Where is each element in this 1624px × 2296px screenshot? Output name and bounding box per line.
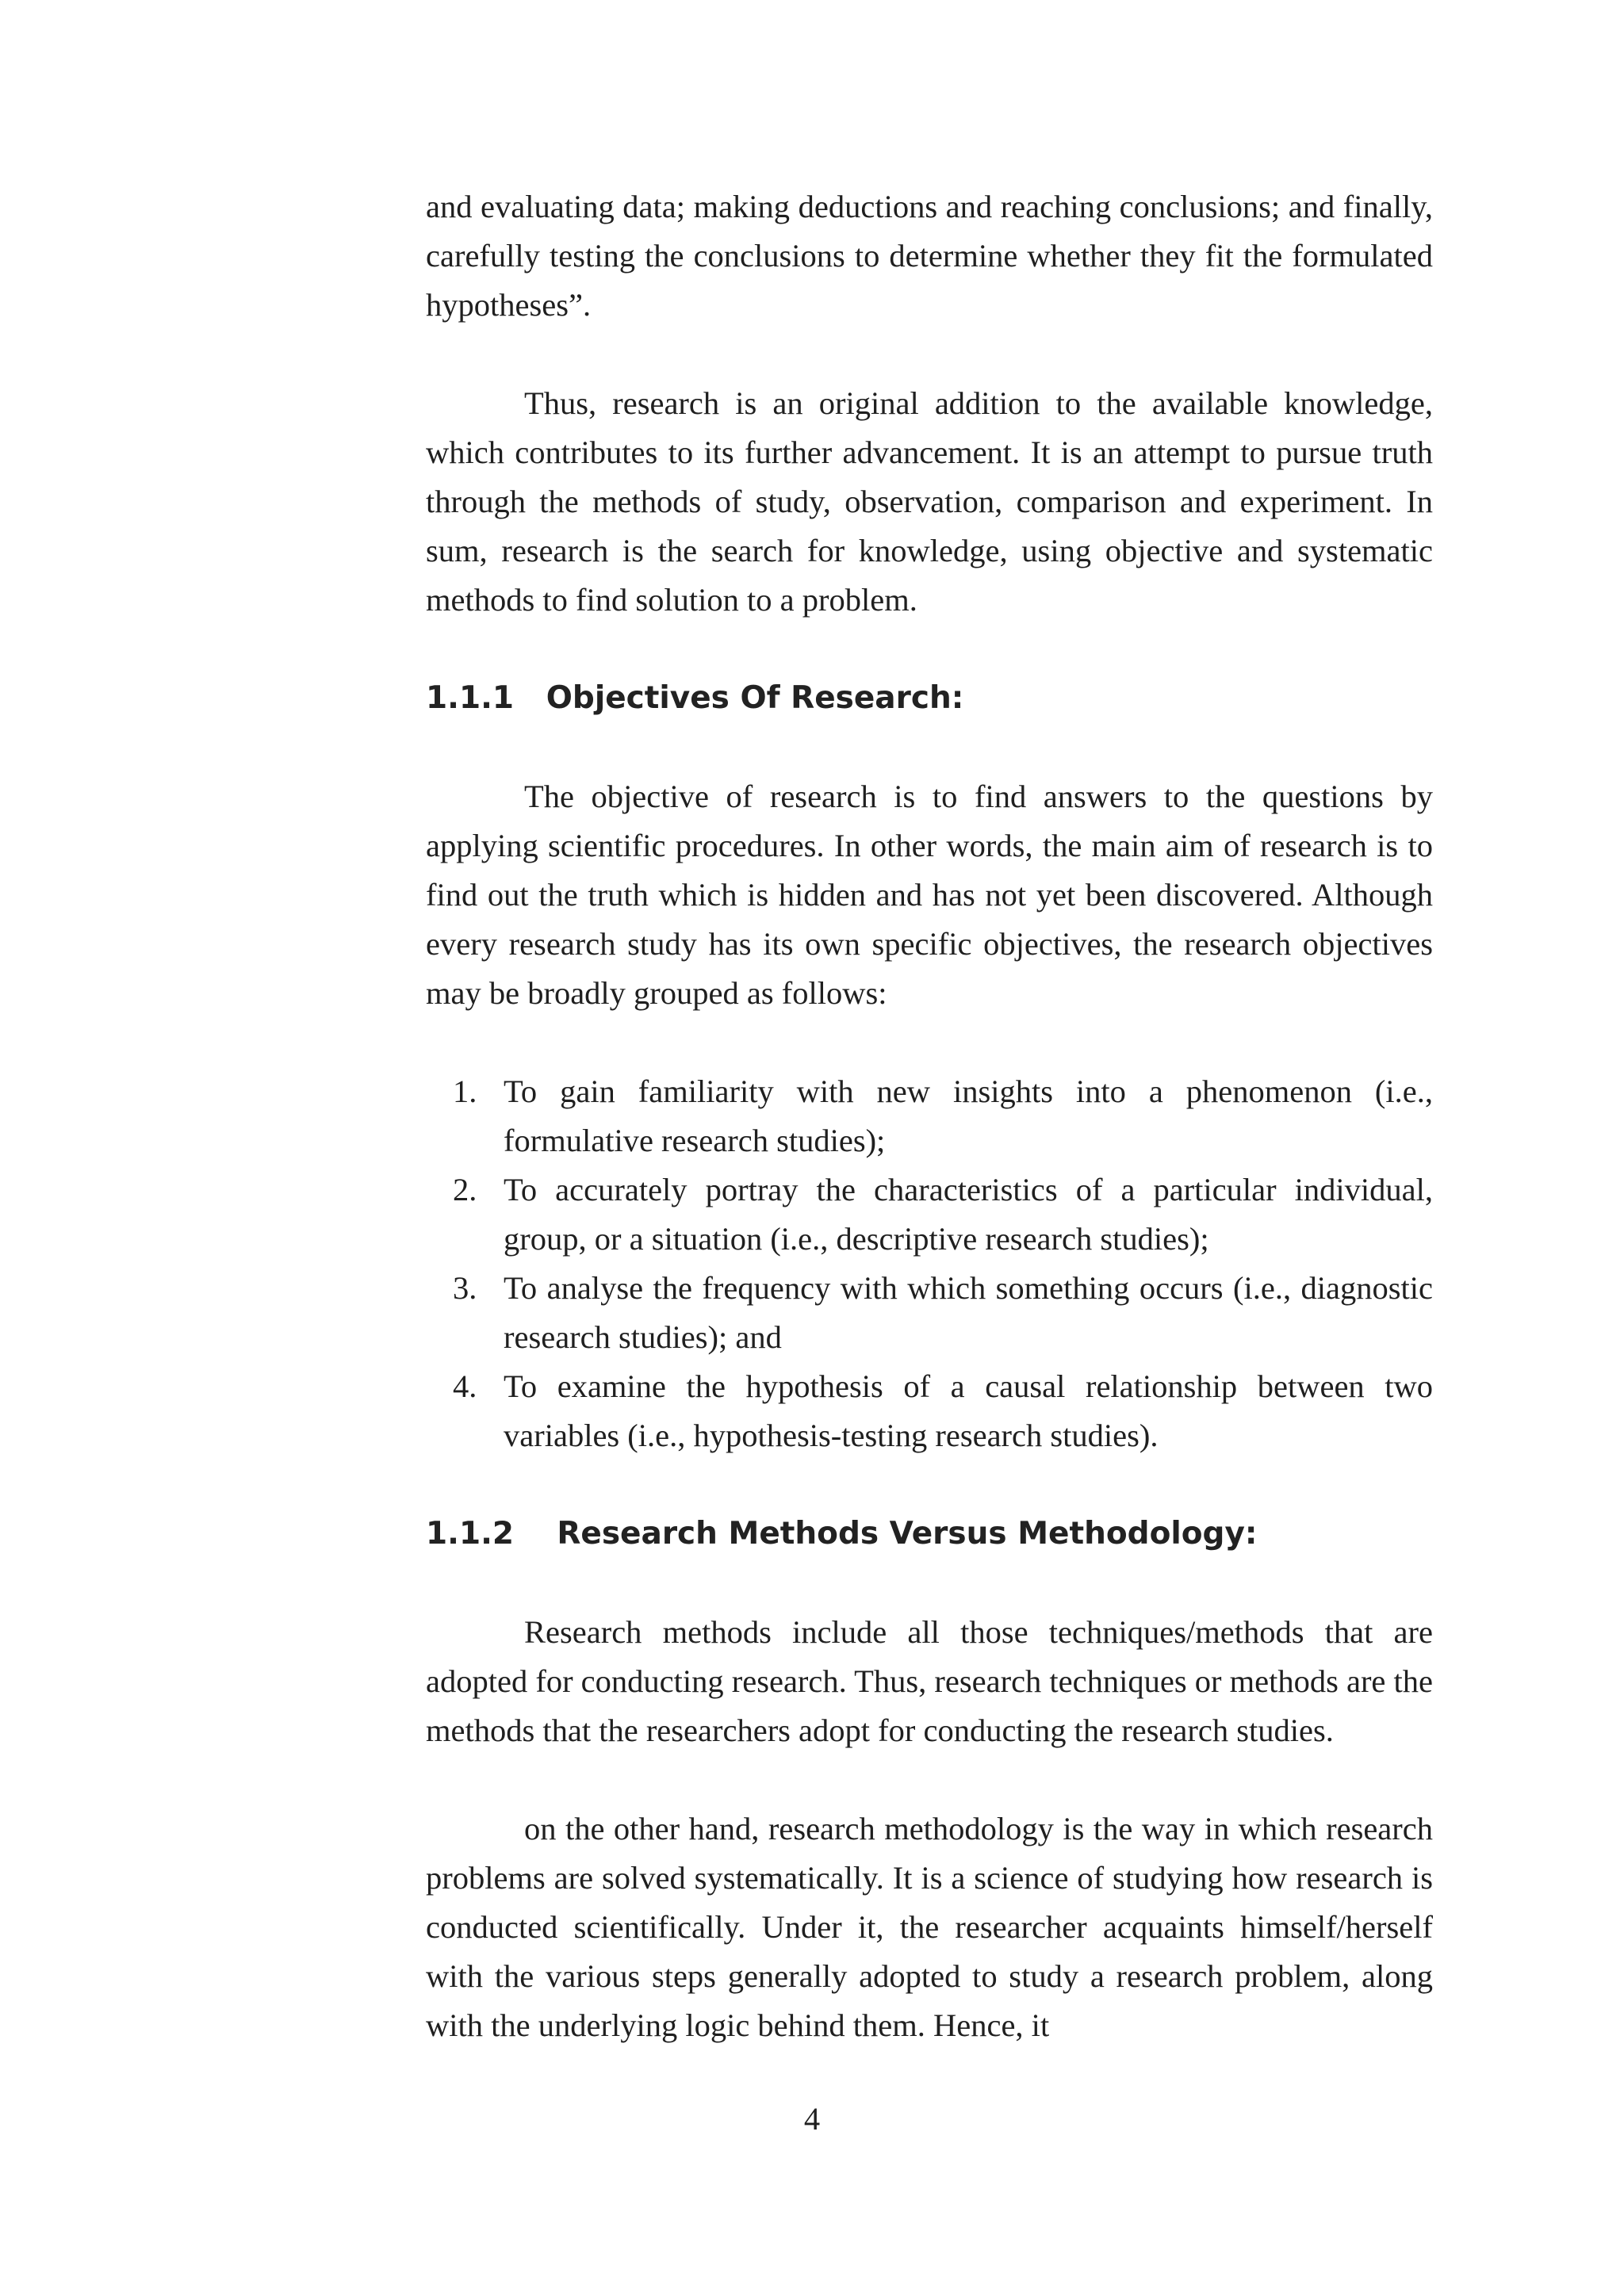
- list-item-number: 1.: [453, 1073, 477, 1109]
- list-item: [426, 1067, 1433, 1165]
- list-item-text: To examine the hypothesis of a causal relationship between two variables (i.e., hypothesis-testing research studies).: [504, 1368, 1433, 1453]
- section-title: Research Methods Versus Methodology:: [557, 1516, 1258, 1552]
- section-title: Objectives Of Research:: [546, 680, 964, 716]
- paragraph-research-methodology: on the other hand, research methodology is the way in which research problems are solved systematically. It is a science of studying how research is conducted scientifically. Under it, the researcher acquaints himself/herself with the various steps generally adopted to study a research problem, along with the underlying logic behind them. Hence, it: [426, 1811, 1433, 2043]
- list-item-number: 2.: [453, 1172, 477, 1207]
- section-number: 1.1.2: [426, 1516, 515, 1552]
- list-item: [426, 1362, 1433, 1460]
- list-item: [426, 1165, 1433, 1264]
- section-heading-methods-vs-methodology: [426, 1510, 1433, 1559]
- objectives-list: [426, 1067, 1433, 1460]
- page-body: [426, 182, 1433, 2050]
- paragraph-continued-definition: and evaluating data; making deductions and reaching conclusions; and finally, carefully testing the conclusions to determine whether they fit the formulated hypotheses”.: [426, 189, 1433, 323]
- list-item-number: 3.: [453, 1270, 477, 1306]
- paragraph-research-methods: Research methods include all those techniques/methods that are adopted for conducting research. Thus, research techniques or methods are the methods that the researchers adopt for conducting the research studies.: [426, 1614, 1434, 1748]
- section-number: 1.1.1: [426, 680, 515, 716]
- list-item-text: To analyse the frequency with which something occurs (i.e., diagnostic research studies); and: [504, 1270, 1433, 1355]
- list-item-text: To accurately portray the characteristics of a particular individual, group, or a situation (i.e., descriptive research studies);: [504, 1172, 1433, 1257]
- list-item-text: To gain familiarity with new insights into a phenomenon (i.e., formulative research studies);: [504, 1073, 1433, 1158]
- paragraph-objectives-intro: The objective of research is to find answers to the questions by applying scientific procedures. In other words, the main aim of research is to find out the truth which is hidden and has not yet been discovered. Although every research study has its own specific objectives, the research objectives may be broadly grouped as follows:: [426, 779, 1433, 1011]
- section-heading-objectives: [426, 674, 1433, 723]
- page-number: 4: [803, 2101, 821, 2137]
- list-item: [426, 1264, 1433, 1362]
- paragraph-research-summary: Thus, research is an original addition to the available knowledge, which contributes to its further advancement. It is an attempt to pursue truth through the methods of study, observation, comparison and experiment. In sum, research is the search for knowledge, using objective and systematic methods to find solution to a problem.: [426, 385, 1433, 618]
- list-item-number: 4.: [453, 1368, 477, 1404]
